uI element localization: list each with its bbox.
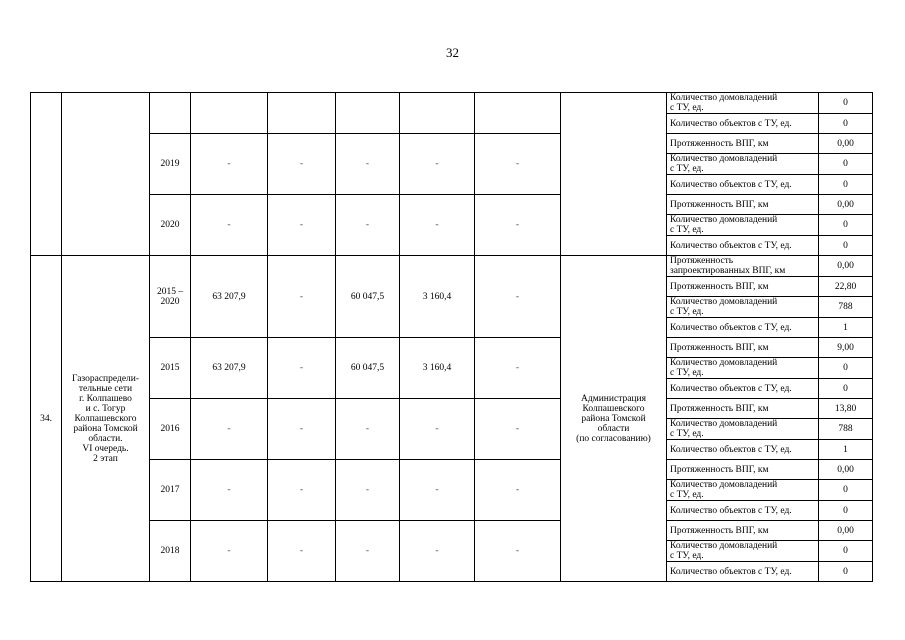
indicator-value-cell: 0: [819, 175, 873, 195]
table-row: [31, 338, 873, 358]
indicator-name-cell: Протяженность ВПГ, км: [667, 338, 819, 358]
indicator-name-cell: Протяженность запроектированных ВПГ, км: [667, 256, 819, 277]
item-name-cell: Газораспредели- тельные сети г. Колпашево и с. Тогур Колпашевского района Томской области. VI очередь. 2 этап: [62, 256, 150, 582]
funding-cell: 63 207,9: [191, 256, 268, 338]
indicator-name-cell: Количество домовладений с ТУ, ед.: [667, 154, 819, 175]
funding-cell: -: [268, 256, 336, 338]
year-cell: 2015: [150, 338, 191, 399]
table-row: [31, 256, 873, 277]
funding-cell: -: [400, 134, 475, 195]
funding-cell: -: [475, 399, 561, 460]
funding-cell: -: [400, 399, 475, 460]
indicator-value-cell: 0: [819, 501, 873, 521]
indicator-value-cell: 0,00: [819, 134, 873, 154]
item-number-cell: [31, 93, 62, 256]
funding-cell: -: [336, 521, 400, 582]
indicator-value-cell: 0: [819, 215, 873, 236]
funding-cell: 3 160,4: [400, 338, 475, 399]
indicator-value-cell: 0: [819, 93, 873, 114]
funding-cell: 3 160,4: [400, 256, 475, 338]
indicator-value-cell: 0: [819, 480, 873, 501]
funding-cell: -: [475, 134, 561, 195]
indicator-value-cell: 0: [819, 379, 873, 399]
funding-cell: -: [268, 338, 336, 399]
funding-cell: -: [400, 521, 475, 582]
funding-cell: -: [191, 521, 268, 582]
indicator-value-cell: 1: [819, 440, 873, 460]
funding-cell: -: [268, 521, 336, 582]
funding-cell: -: [191, 195, 268, 256]
indicator-value-cell: 0: [819, 358, 873, 379]
indicator-value-cell: 788: [819, 419, 873, 440]
indicator-name-cell: Количество домовладений с ТУ, ед.: [667, 215, 819, 236]
indicator-name-cell: Количество домовладений с ТУ, ед.: [667, 93, 819, 114]
indicator-name-cell: Протяженность ВПГ, км: [667, 460, 819, 480]
funding-cell: [400, 93, 475, 134]
page-number: 32: [446, 45, 459, 60]
indicator-name-cell: Количество объектов с ТУ, ед.: [667, 379, 819, 399]
indicator-value-cell: 788: [819, 297, 873, 318]
funding-cell: -: [336, 134, 400, 195]
indicator-name-cell: Протяженность ВПГ, км: [667, 134, 819, 154]
table-row: [31, 195, 873, 215]
funding-cell: -: [191, 460, 268, 521]
funding-cell: -: [475, 256, 561, 338]
funding-cell: -: [268, 134, 336, 195]
funding-cell: -: [475, 460, 561, 521]
indicator-value-cell: 1: [819, 318, 873, 338]
indicator-value-cell: 13,80: [819, 399, 873, 419]
indicator-value-cell: 0: [819, 562, 873, 582]
indicator-name-cell: Протяженность ВПГ, км: [667, 277, 819, 297]
indicator-value-cell: 0: [819, 236, 873, 256]
indicator-value-cell: 0: [819, 114, 873, 134]
indicator-name-cell: Количество объектов с ТУ, ед.: [667, 318, 819, 338]
funding-cell: -: [268, 460, 336, 521]
funding-cell: [475, 93, 561, 134]
funding-cell: -: [400, 460, 475, 521]
funding-cell: -: [336, 195, 400, 256]
year-cell: 2019: [150, 134, 191, 195]
executor-cell: [561, 93, 667, 256]
table-row: [31, 93, 873, 114]
indicator-name-cell: Количество объектов с ТУ, ед.: [667, 236, 819, 256]
indicator-value-cell: 0,00: [819, 521, 873, 541]
funding-cell: -: [475, 338, 561, 399]
indicator-name-cell: Количество домовладений с ТУ, ед.: [667, 541, 819, 562]
indicator-name-cell: Количество объектов с ТУ, ед.: [667, 562, 819, 582]
funding-cell: -: [336, 399, 400, 460]
indicator-name-cell: Количество домовладений с ТУ, ед.: [667, 480, 819, 501]
funding-cell: -: [268, 195, 336, 256]
funding-cell: 60 047,5: [336, 338, 400, 399]
funding-cell: -: [400, 195, 475, 256]
funding-cell: [336, 93, 400, 134]
indicator-value-cell: 22,80: [819, 277, 873, 297]
funding-cell: -: [475, 521, 561, 582]
table-row: [31, 399, 873, 419]
funding-cell: [268, 93, 336, 134]
table-row: [31, 460, 873, 480]
indicator-value-cell: 0: [819, 541, 873, 562]
table-row: [31, 134, 873, 154]
indicator-name-cell: Количество домовладений с ТУ, ед.: [667, 419, 819, 440]
funding-cell: -: [268, 399, 336, 460]
indicator-value-cell: 0: [819, 154, 873, 175]
year-cell: 2018: [150, 521, 191, 582]
indicator-name-cell: Протяженность ВПГ, км: [667, 521, 819, 541]
indicator-value-cell: 0,00: [819, 195, 873, 215]
year-cell: 2017: [150, 460, 191, 521]
funding-cell: -: [191, 134, 268, 195]
indicator-name-cell: Протяженность ВПГ, км: [667, 195, 819, 215]
indicator-name-cell: Количество домовладений с ТУ, ед.: [667, 297, 819, 318]
indicator-name-cell: Количество объектов с ТУ, ед.: [667, 114, 819, 134]
funding-cell: -: [336, 460, 400, 521]
indicator-value-cell: 0,00: [819, 460, 873, 480]
indicator-name-cell: Количество объектов с ТУ, ед.: [667, 440, 819, 460]
funding-cell: [191, 93, 268, 134]
indicator-value-cell: 9,00: [819, 338, 873, 358]
indicator-name-cell: Количество домовладений с ТУ, ед.: [667, 358, 819, 379]
indicator-name-cell: Количество объектов с ТУ, ед.: [667, 175, 819, 195]
indicator-value-cell: 0,00: [819, 256, 873, 277]
funding-cell: -: [191, 399, 268, 460]
indicator-name-cell: Количество объектов с ТУ, ед.: [667, 501, 819, 521]
table-row: [31, 521, 873, 541]
funding-cell: -: [475, 195, 561, 256]
year-cell: 2015 – 2020: [150, 256, 191, 338]
funding-cell: 63 207,9: [191, 338, 268, 399]
year-cell: 2016: [150, 399, 191, 460]
executor-cell: Администрация Колпашевского района Томской области (по согласованию): [561, 256, 667, 582]
item-number-cell: 34.: [31, 256, 62, 582]
year-cell: 2020: [150, 195, 191, 256]
indicator-name-cell: Протяженность ВПГ, км: [667, 399, 819, 419]
item-name-cell: [62, 93, 150, 256]
funding-cell: 60 047,5: [336, 256, 400, 338]
program-table: [30, 92, 873, 582]
year-cell: [150, 93, 191, 134]
